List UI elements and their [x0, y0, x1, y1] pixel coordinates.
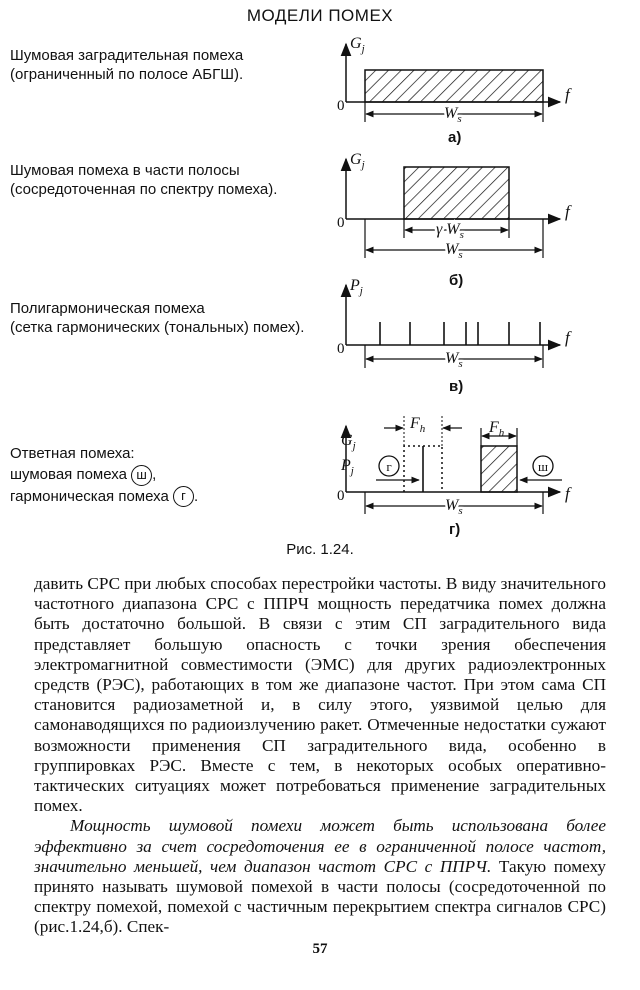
panel-letter: а) — [448, 129, 462, 146]
origin-label: 0 — [337, 215, 345, 231]
panel-b-line2: (сосредоточенная по спектру помеха). — [10, 181, 278, 198]
panel-d-description: Ответная помеха: шумовая помеха ш , гармоническая помеха г . — [10, 443, 198, 507]
paragraph-2-rest: Такую помеху принято называть шумовой помехой в части полосы (сосредоточенной по спектру помехой, помехой с частичным перекрытием спектра сигналов СРС) (рис.1.24,б). Спек- — [34, 856, 606, 937]
panel-letter: б) — [449, 272, 464, 289]
noise-band-response — [481, 446, 517, 492]
panel-d-line1: Ответная помеха: — [10, 445, 135, 462]
paragraph-2-italic: Мощность шумовой помехи может быть использована более эффективно за счет сосредоточения ее в ограниченной полосе частот, значительно меньшей, чем диапазон частот СРС с ППРЧ. — [34, 816, 606, 876]
panel-d-chart — [337, 415, 572, 538]
panel-c-line2: (сетка гармонических (тональных) помех). — [10, 319, 305, 336]
panel-c-chart — [337, 277, 572, 395]
fh-label-harmonic: $F_h$ — [410, 415, 426, 435]
x-axis-label: f — [565, 202, 570, 221]
panel-a-chart — [337, 35, 572, 146]
fh-label-noise: $F_h$ — [489, 419, 505, 439]
harmonic-circle-icon: г — [173, 486, 194, 507]
panel-d-line3: гармоническая помеха — [10, 487, 169, 505]
y-axis-label-g: $G_j$ — [341, 432, 356, 452]
page-number: 57 — [312, 941, 328, 957]
harmonic-circle-letter: г — [386, 459, 392, 474]
y-axis-label: $G_j$ — [350, 35, 365, 55]
noise-band-partial — [404, 167, 509, 219]
x-axis-label: f — [565, 484, 570, 503]
body-text — [34, 574, 606, 938]
panel-c-line1: Полигармоническая помеха — [10, 300, 205, 317]
noise-circle-letter: ш — [537, 459, 549, 474]
ws-label: $W_s$ — [445, 241, 463, 261]
panel-letter: в) — [449, 378, 464, 395]
panel-letter: г) — [449, 521, 461, 538]
page-title: МОДЕЛИ ПОМЕХ — [246, 6, 394, 25]
y-axis-label: $P_j$ — [350, 277, 363, 297]
ws-label: $W_s$ — [445, 350, 463, 370]
harmonic-lines — [380, 322, 540, 345]
ws-label: $W_s$ — [444, 105, 462, 125]
origin-label: 0 — [337, 98, 345, 114]
panel-a-line2: (ограниченный по полосе АБГШ). — [10, 66, 244, 83]
x-axis-label: f — [565, 85, 570, 104]
gamma-ws-label: γ $W_s$ — [436, 221, 464, 241]
y-axis-label: $G_j$ — [350, 151, 365, 171]
figure-caption: Рис. 1.24. — [286, 541, 354, 558]
x-axis-label: f — [565, 328, 570, 347]
paragraph-2 — [34, 816, 606, 937]
panel-d-line2: шумовая помеха — [10, 466, 127, 483]
panel-b-chart — [337, 151, 572, 289]
paragraph-1: давить СРС при любых способах перестройки частоты. В виду значительного частотного диапазона СРС с ППРЧ мощность передатчика помех должна быть достаточно большой. В связи с этим СП заградительного вида представляет большую опасность с точки зрения обеспечения электромагнитной совместимости (ЭМС) для других радиоэлектронных средств (РЭС), работающих в том же диапазоне частот. При этом сама СП становится радиозаметной и, в силу этого, уязвимой целью для самонаводящихся по радиоизлучению ракет. Отмеченные недостатки сужают возможности применения СП заградительного вида, особенно в группировках РЭС. Вместе с тем, в некоторых особых оперативно-тактических ситуациях может потребоваться применение заградительных помех. — [34, 574, 606, 816]
ws-label: $W_s$ — [445, 497, 463, 517]
noise-band — [365, 70, 543, 102]
panel-b-line1: Шумовая помеха в части полосы — [10, 162, 240, 179]
panel-a-line1: Шумовая заградительная помеха — [10, 47, 244, 64]
origin-label: 0 — [337, 341, 345, 357]
noise-circle-icon: ш — [131, 465, 152, 486]
origin-label: 0 — [337, 488, 345, 504]
y-axis-label-p: $P_j$ — [341, 457, 354, 477]
